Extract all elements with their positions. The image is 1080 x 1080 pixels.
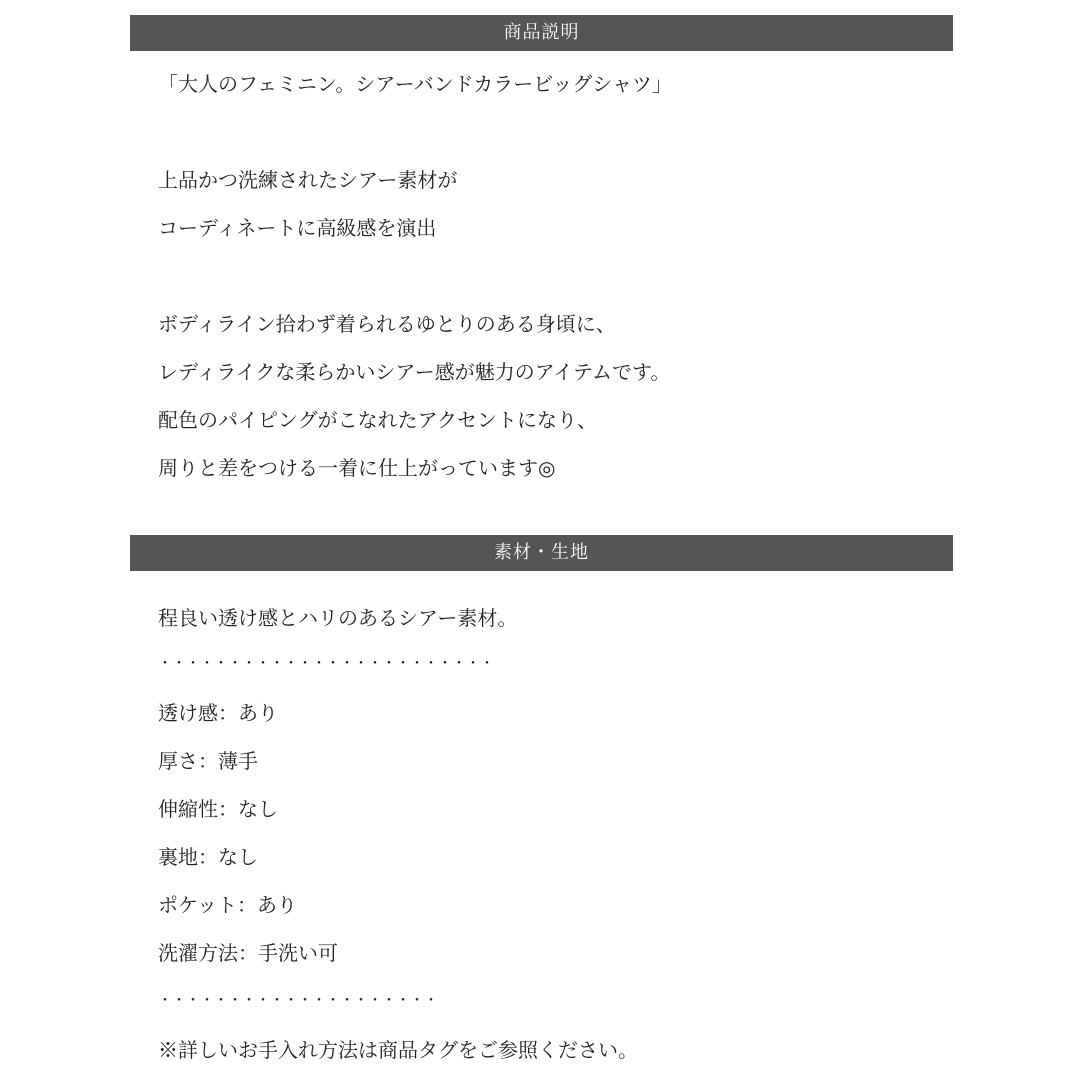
spec-item: 洗濯方法：手洗い可: [158, 941, 338, 965]
spec-item: 透け感：あり: [158, 701, 278, 725]
dotted-divider: ・・・・・・・・・・・・・・・・・・・・・・・・: [158, 656, 494, 672]
spec-item: ポケット：あり: [158, 893, 297, 917]
description-line: 配色のパイピングがこなれたアクセントになり、: [158, 408, 597, 432]
description-line: レディライクな柔らかいシアー感が魅力のアイテムです。: [158, 360, 671, 384]
description-line: 上品かつ洗練されたシアー素材が: [158, 168, 458, 192]
dotted-divider: ・・・・・・・・・・・・・・・・・・・・: [158, 993, 438, 1009]
care-note: ※詳しいお手入れ方法は商品タグをご参照ください。: [158, 1038, 638, 1062]
description-line: 周りと差をつける一着に仕上がっています◎: [158, 456, 556, 480]
section-header-description: 商品説明: [130, 15, 953, 51]
section-header-material: 素材・生地: [130, 535, 953, 571]
spec-item: 裏地：なし: [158, 845, 258, 869]
description-line: コーディネートに高級感を演出: [158, 216, 437, 240]
product-title: 「大人のフェミニン。シアーバンドカラービッグシャツ」: [158, 72, 672, 96]
spec-item: 厚さ：薄手: [158, 749, 258, 773]
spec-item: 伸縮性：なし: [158, 797, 278, 821]
material-intro: 程良い透け感とハリのあるシアー素材。: [158, 606, 518, 630]
description-line: ボディライン拾わず着られるゆとりのある身頃に、: [158, 312, 616, 336]
